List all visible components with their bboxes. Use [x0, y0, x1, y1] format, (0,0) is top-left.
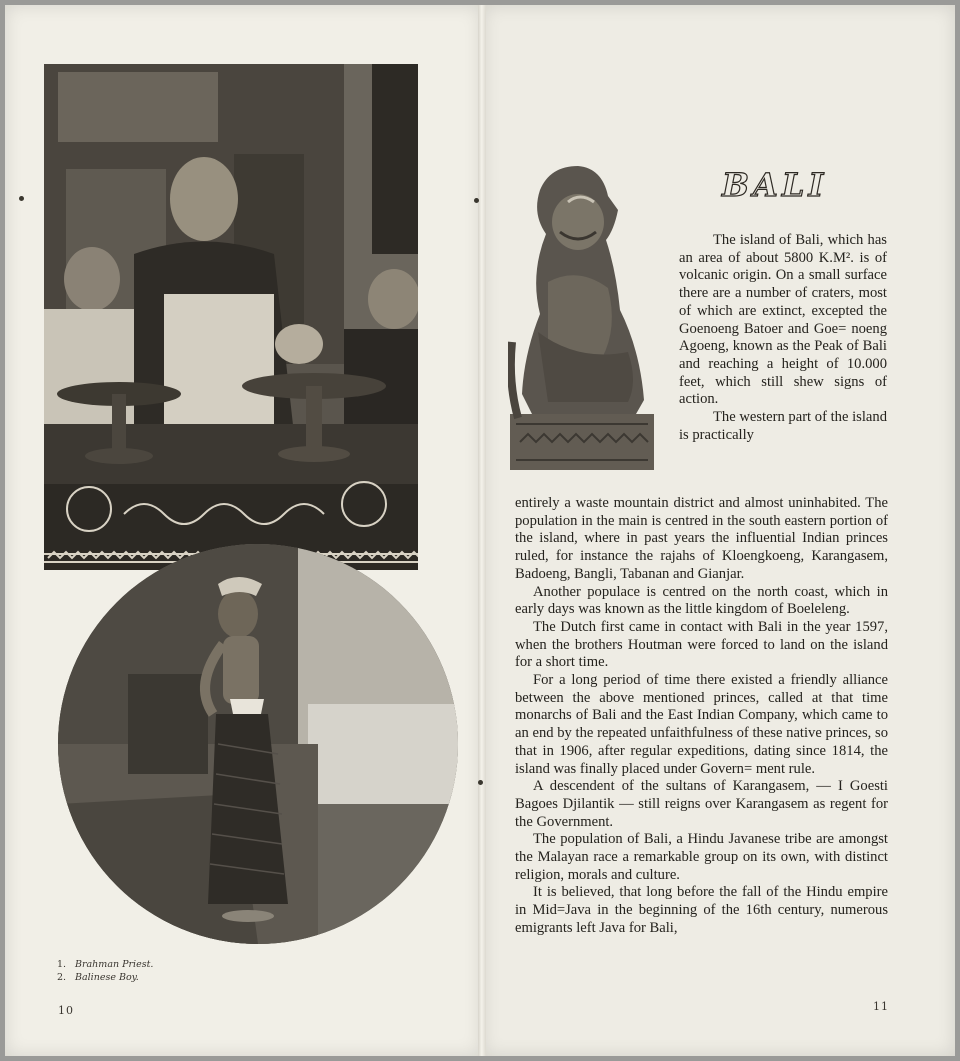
paragraph: Another populace is centred on the north coast, which in early days was known as the little kingdom of Boeleleng.	[515, 583, 888, 618]
binding-dot	[474, 198, 479, 203]
page-number-right: 11	[873, 1000, 889, 1013]
book-gutter	[478, 5, 486, 1056]
binding-dot	[19, 196, 24, 201]
caption-list	[57, 958, 153, 984]
body-text	[515, 495, 888, 938]
caption-item	[57, 958, 153, 971]
caption-text: Balinese Boy.	[75, 972, 139, 983]
statue-photo	[508, 162, 656, 472]
paragraph: For a long period of time there existed a friendly alliance between the above mentioned princes, called at that time monarchs of Bali and the East Indian Company, which came to an end by the repeated unfaithfulness of these native princes, so that in 1906, after regular expeditions, dating since 1814, the island was finally placed under Govern= ment rule.	[515, 672, 888, 777]
paragraph: entirely a waste mountain district and almost uninhabited. The population in the main is centred in the south eastern portion of the island, where in past years the influential Indian princes ruled, for instance the rajahs of Kloengkoeng, Karangasem, Badoeng, Bangli, Tabanan and Gianjar.	[515, 495, 888, 582]
paragraph: A descendent of the sultans of Karangasem, — I Goesti Bagoes Djilantik — still reigns over Karangasem as regent for the Government.	[515, 778, 888, 830]
paragraph: The population of Bali, a Hindu Javanese tribe are amongst the Malayan race a remarkable group on its own, with distinct religion, morals and culture.	[515, 831, 888, 883]
caption-number: 2.	[57, 972, 67, 983]
paragraph: The island of Bali, which has an area of about 5800 K.M². is of volcanic origin. On a small surface there are a number of craters, most of which are extinct, excepted the Goenoeng Batoer and Goe= noeng Agoeng, known as the Peak of Bali and reaching a height of 10.000 feet, which still shew signs of action.	[679, 232, 887, 408]
brahman-priest-photo	[44, 64, 418, 570]
binding-dot	[478, 780, 483, 785]
paragraph: It is believed, that long before the fall of the Hindu empire in Mid=Java in the beginning of the 16th century, numerous emigrants left Java for Bali,	[515, 884, 888, 936]
caption-number: 1.	[57, 959, 67, 970]
intro-text-column	[679, 232, 887, 444]
paragraph: The western part of the island is practically	[679, 409, 887, 443]
caption-text: Brahman Priest.	[75, 959, 154, 970]
page-title: BALI	[722, 166, 828, 204]
balinese-boy-photo	[58, 544, 458, 944]
caption-item	[57, 971, 153, 984]
paragraph: The Dutch first came in contact with Bali in the year 1597, when the brothers Houtman were forced to land on the island for a short time.	[515, 618, 888, 671]
page-number-left: 10	[58, 1004, 74, 1017]
